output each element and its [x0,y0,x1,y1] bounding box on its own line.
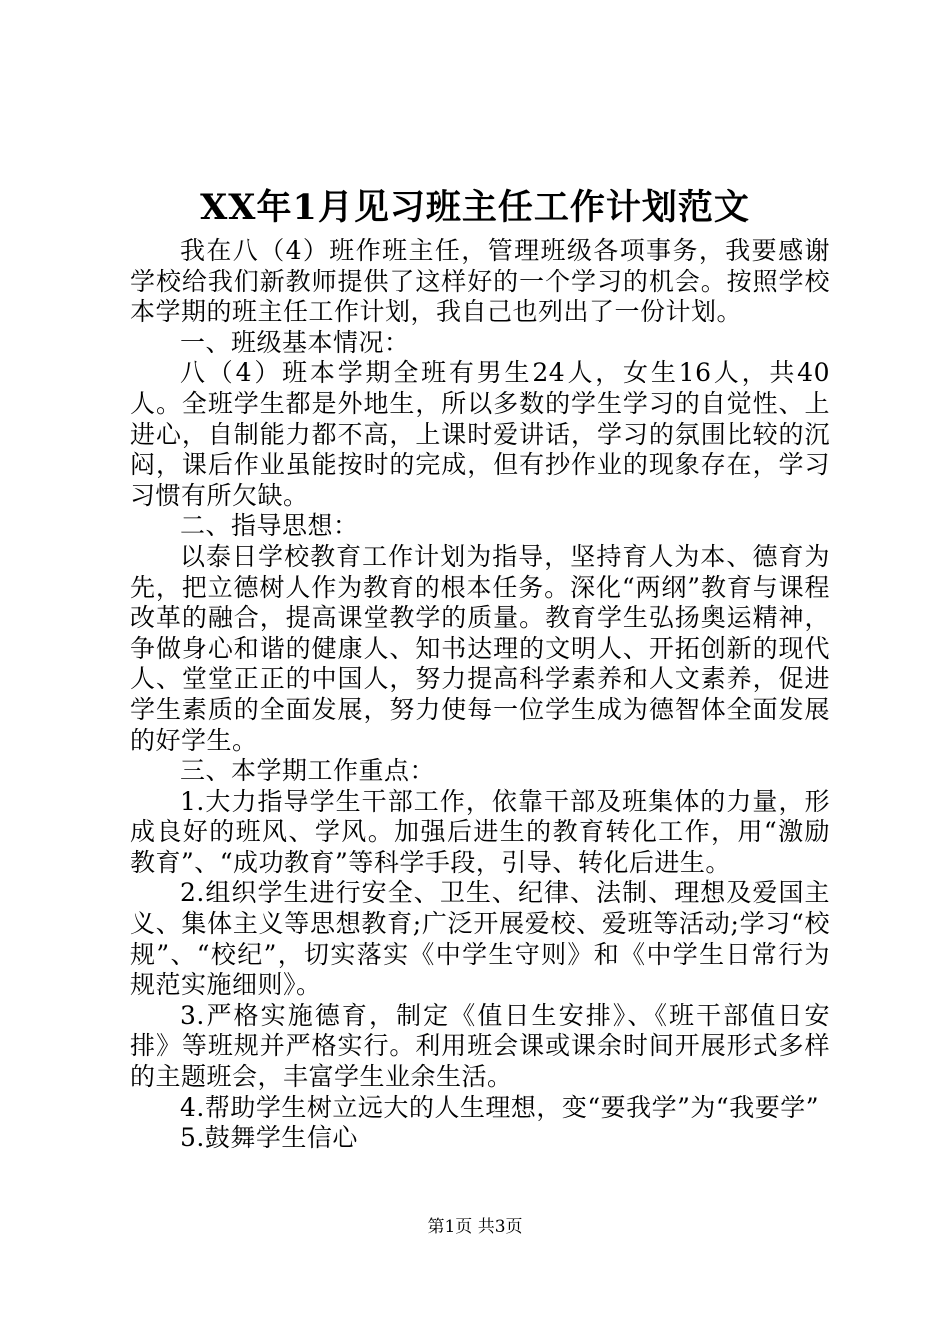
document-title: XX年1月见习班主任工作计划范文 [200,187,750,228]
list-item-4: 4.帮助学生树立远大的人生理想，变“要我学”为“我要学” [180,1092,819,1122]
list-item-5: 5.鼓舞学生信心 [180,1123,358,1153]
paragraph-intro: 我在八（4）班作班主任，管理班级各项事务，我要感谢学校给我们新教师提供了这样好的一个学习的机会。按照学校本学期的班主任工作计划，我自己也列出了一份计划。 [130,236,830,327]
list-item-2: 2.组织学生进行安全、卫生、纪律、法制、理想及爱国主义、集体主义等思想教育;广泛开展爱校、爱班等活动;学习“校规”、“校纪”，切实落实《中学生守则》和《中学生日常行为规范实施细则》。 [130,878,830,1000]
paragraph-class-overview: 八（4）班本学期全班有男生24人，女生16人，共40人。全班学生都是外地生，所以多数的学生学习的自觉性、上进心，自制能力都不高，上课时爱讲话，学习的氛围比较的沉闷，课后作业虽能按时的完成，但有抄作业的现象存在，学习习惯有所欠缺。 [130,358,830,510]
heading-guiding-ideology: 二、指导思想： [180,511,359,541]
page-indicator: 第1页 共3页 [427,1217,523,1237]
paragraph-guiding-ideology: 以泰日学校教育工作计划为指导，坚持育人为本、德育为先，把立德树人作为教育的根本任务。深化“两纲”教育与课程改革的融合，提高课堂教学的质量。教育学生弘扬奥运精神，争做身心和谐的健康人、知书达理的文明人、开拓创新的现代人、堂堂正正的中国人，努力提高科学素养和人文素养，促进学生素质的全面发展，努力使每一位学生成为德智体全面发展的好学生。 [130,541,830,755]
list-item-3: 3.严格实施德育，制定《值日生安排》、《班干部值日安排》等班规并严格实行。利用班会课或课余时间开展形式多样的主题班会，丰富学生业余生活。 [130,1000,830,1092]
heading-class-overview: 一、班级基本情况： [180,327,410,357]
list-item-1: 1.大力指导学生干部工作，依靠干部及班集体的力量，形成良好的班风、学风。加强后进生的教育转化工作，用“激励教育”、“成功教育”等科学手段，引导、转化后进生。 [130,786,830,877]
heading-work-focus: 三、本学期工作重点： [180,756,436,786]
document-body [130,236,830,1154]
